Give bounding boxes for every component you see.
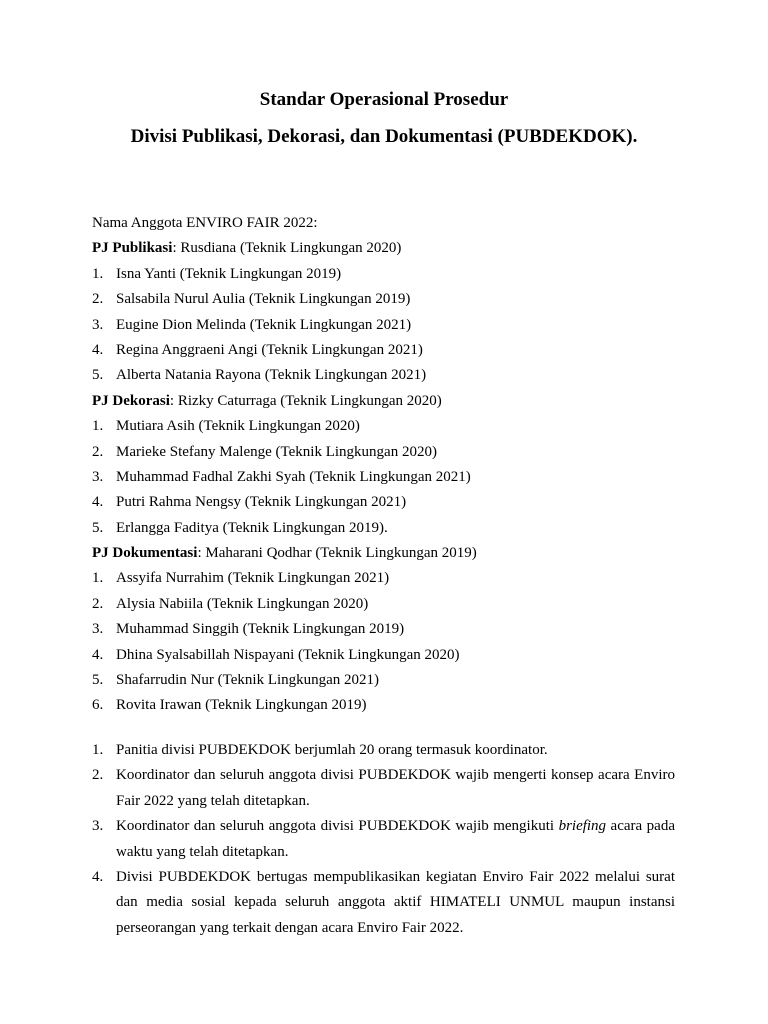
group-lead-dekorasi [92, 389, 682, 414]
list-number: 1. [92, 570, 104, 587]
list-text: Rovita Irawan (Teknik Lingkungan 2019) [116, 697, 367, 714]
list-text: Regina Anggraeni Angi (Teknik Lingkungan 2021) [116, 341, 423, 358]
group-role: PJ Dekorasi [92, 392, 170, 409]
rule-text-italic: briefing [558, 818, 607, 835]
list-text: Isna Yanti (Teknik Lingkungan 2019) [116, 265, 342, 282]
list-item [92, 617, 682, 642]
list-item [92, 363, 682, 388]
list-number: 4. [92, 494, 104, 511]
list-item [92, 668, 682, 693]
list-item [92, 440, 682, 465]
rule-text-after: acara pada waktu yang telah ditetapkan. [116, 818, 675, 860]
list-number: 3. [92, 621, 104, 638]
group-lead-name: : Rusdiana (Teknik Lingkungan 2020) [172, 240, 402, 257]
rule-number: 3. [92, 818, 104, 835]
group-role: PJ Publikasi [92, 240, 173, 257]
rule-number: 4. [92, 869, 104, 886]
list-text: Salsabila Nurul Aulia (Teknik Lingkungan 2019) [116, 291, 411, 308]
group-lead-dokumentasi [92, 541, 682, 566]
list-text: Mutiara Asih (Teknik Lingkungan 2020) [116, 418, 360, 435]
list-number: 3. [92, 316, 104, 333]
list-text: Erlangga Faditya (Teknik Lingkungan 2019). [116, 519, 388, 536]
members-section [92, 211, 682, 719]
list-item [92, 643, 682, 668]
group-lead-name: : Maharani Qodhar (Teknik Lingkungan 2019) [197, 545, 477, 562]
document-title: Standar Operasional Prosedur [259, 89, 509, 110]
rule-text: Koordinator dan seluruh anggota divisi PUBDEKDOK wajib mengerti konsep acara Enviro Fair 2022 yang telah ditetapkan. [116, 767, 675, 809]
list-number: 3. [92, 468, 104, 485]
list-text: Dhina Syalsabillah Nispayani (Teknik Lingkungan 2020) [116, 646, 460, 663]
list-number: 4. [92, 341, 104, 358]
list-number: 2. [92, 595, 104, 612]
list-item [92, 693, 682, 718]
list-text: Muhammad Fadhal Zakhi Syah (Teknik Lingkungan 2021) [116, 468, 471, 485]
rule-number: 2. [92, 767, 104, 784]
list-item [92, 516, 682, 541]
group-lead-name: : Rizky Caturraga (Teknik Lingkungan 2020) [169, 392, 442, 409]
group-lead-publikasi [92, 236, 682, 261]
rule-number: 1. [92, 742, 104, 758]
list-number: 5. [92, 672, 104, 689]
list-number: 1. [92, 418, 104, 435]
list-item [92, 313, 682, 338]
list-text: Assyifa Nurrahim (Teknik Lingkungan 2021) [116, 570, 390, 587]
list-item [92, 338, 682, 363]
document-subtitle: Divisi Publikasi, Dekorasi, dan Dokumentasi (PUBDEKDOK). [130, 126, 638, 147]
list-text: Shafarrudin Nur (Teknik Lingkungan 2021) [116, 672, 380, 689]
list-number: 2. [92, 291, 104, 308]
list-text: Muhammad Singgih (Teknik Lingkungan 2019) [116, 621, 405, 638]
list-number: 4. [92, 646, 104, 663]
rule-text: Panitia divisi PUBDEKDOK berjumlah 20 orang termasuk koordinator. [116, 742, 548, 758]
list-number: 2. [92, 443, 104, 460]
list-item [92, 414, 682, 439]
list-number: 6. [92, 697, 104, 714]
rule-item [92, 763, 675, 814]
list-text: Marieke Stefany Malenge (Teknik Lingkungan 2020) [116, 443, 437, 460]
list-text: Alysia Nabiila (Teknik Lingkungan 2020) [116, 595, 369, 612]
list-item [92, 566, 682, 591]
list-text: Eugine Dion Melinda (Teknik Lingkungan 2021) [116, 316, 412, 333]
list-number: 5. [92, 519, 104, 536]
list-text: Alberta Natania Rayona (Teknik Lingkungan 2021) [116, 367, 427, 384]
list-text: Putri Rahma Nengsy (Teknik Lingkungan 2021) [116, 494, 407, 511]
list-item [92, 287, 682, 312]
list-number: 5. [92, 367, 104, 384]
rule-item [92, 865, 675, 941]
rule-text: Divisi PUBDEKDOK bertugas mempublikasikan kegiatan Enviro Fair 2022 melalui surat dan media sosial kepada seluruh anggota aktif HIMATELI UNMUL maupun instansi perseorangan yang terkait dengan acara Enviro Fair 2022. [116, 869, 675, 936]
rule-item [92, 814, 675, 865]
list-number: 1. [92, 265, 104, 282]
list-item [92, 490, 682, 515]
list-item [92, 262, 682, 287]
members-heading: Nama Anggota ENVIRO FAIR 2022: [92, 215, 318, 231]
group-role: PJ Dokumentasi [92, 545, 198, 562]
rule-text-before: Koordinator dan seluruh anggota divisi PUBDEKDOK wajib mengikuti [116, 818, 559, 835]
list-item [92, 465, 682, 490]
rules-section [92, 738, 675, 941]
rule-item [92, 738, 675, 763]
list-item [92, 592, 682, 617]
